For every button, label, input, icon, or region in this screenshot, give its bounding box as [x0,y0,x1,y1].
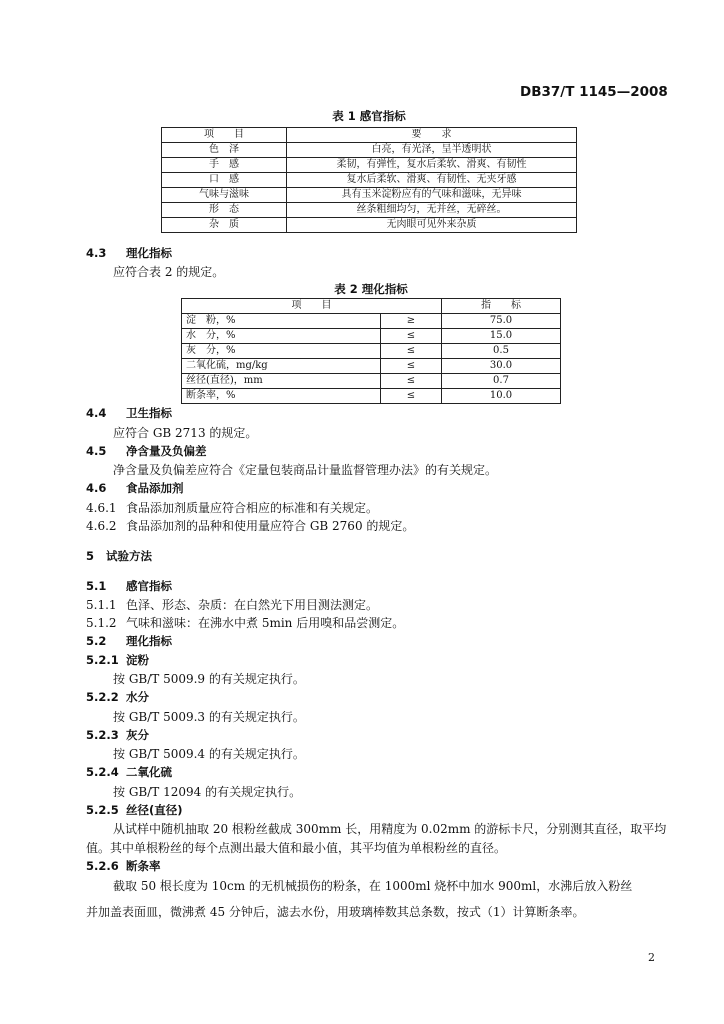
table-cell: ≥ [381,314,442,329]
section-4-3-heading: 4.3 理化指标 [86,246,172,260]
section-4-6-heading: 4.6 食品添加剂 [86,481,184,495]
table-header-cell: 项 目 [182,299,442,314]
sensory-index-table [161,127,577,233]
section-5-2-5-text-line1: 从试样中随机抽取 20 根粉丝截成 300mm 长，用精度为 0.02mm 的游标卡尺，分别测其直径，取平均 [113,822,667,836]
table-cell: 75.0 [442,314,561,329]
table-row [182,314,561,329]
table-cell: 具有玉米淀粉应有的气味和滋味，无异味 [287,188,577,203]
section-4-5-heading: 4.5 净含量及负偏差 [86,444,207,458]
table-cell: 口 感 [162,173,287,188]
table-cell: 复水后柔软、滑爽、有韧性、无夹牙感 [287,173,577,188]
table-row [182,359,561,374]
section-5-2-3-heading: 5.2.3 灰分 [86,728,149,742]
section-5-2-6-text-line1: 截取 50 根长度为 10cm 的无机械损伤的粉条，在 1000ml 烧杯中加水 900ml，水沸后放入粉丝 [113,879,633,893]
section-5-1-1-text: 5.1.1 色泽、形态、杂质：在白然光下用目测法测定。 [86,598,379,612]
table-header-row [182,299,561,314]
table-header-cell: 要 求 [287,128,577,143]
page-number: 2 [648,951,655,964]
table1-caption: 表 1 感官指标 [332,109,406,123]
table-row [182,329,561,344]
table-row [182,344,561,359]
section-5-2-5-text-line2: 值。其中单根粉丝的每个点测出最大值和最小值，其平均值为单根粉丝的直径。 [86,841,507,855]
section-5-heading: 5 试验方法 [86,549,152,563]
table-cell: 断条率，% [182,389,381,404]
table-row [162,143,577,158]
table-cell: 杂 质 [162,218,287,233]
section-5-1-heading: 5.1 感官指标 [86,579,172,593]
section-5-2-6-heading: 5.2.6 断条率 [86,859,161,873]
section-5-2-2-text: 按 GB/T 5009.3 的有关规定执行。 [113,710,305,724]
table-row [162,218,577,233]
table-cell: 无肉眼可见外来杂质 [287,218,577,233]
table-row [162,173,577,188]
table-cell: 15.0 [442,329,561,344]
section-5-2-2-heading: 5.2.2 水分 [86,690,149,704]
table-cell: 形 态 [162,203,287,218]
table-header-cell: 指 标 [442,299,561,314]
section-4-4-heading: 4.4 卫生指标 [86,406,172,420]
table-cell: ≤ [381,329,442,344]
document-code: DB37/T 1145—2008 [520,84,668,100]
table-cell: ≤ [381,359,442,374]
table-cell: ≤ [381,344,442,359]
table-cell: ≤ [381,389,442,404]
table-row [162,203,577,218]
table-cell: 30.0 [442,359,561,374]
section-5-2-1-heading: 5.2.1 淀粉 [86,653,149,667]
section-4-5-text: 净含量及负偏差应符合《定量包装商品计量监督管理办法》的有关规定。 [113,463,498,477]
table-cell: 淀 粉，% [182,314,381,329]
table-row [162,188,577,203]
table-cell: 灰 分，% [182,344,381,359]
table-row [162,158,577,173]
table-cell: 二氧化硫，mg/kg [182,359,381,374]
section-4-4-text: 应符合 GB 2713 的规定。 [113,426,258,440]
section-5-2-heading: 5.2 理化指标 [86,634,172,648]
table-cell: 水 分，% [182,329,381,344]
section-5-1-2-text: 5.1.2 气味和滋味：在沸水中煮 5min 后用嗅和品尝测定。 [86,616,405,630]
table-cell: 10.0 [442,389,561,404]
table-cell: 0.5 [442,344,561,359]
section-5-2-6-text-line2: 并加盖表面皿，微沸煮 45 分钟后，滤去水份，用玻璃棒数其总条数，按式（1）计算断条率。 [86,905,585,919]
physicochemical-index-table [181,298,561,404]
section-5-2-5-heading: 5.2.5 丝径(直径) [86,803,183,817]
table-row [182,389,561,404]
table-cell: 0.7 [442,374,561,389]
section-5-2-4-text: 按 GB/T 12094 的有关规定执行。 [113,785,302,799]
table-header-cell: 项 目 [162,128,287,143]
table-row [182,374,561,389]
section-4-6-1-text: 4.6.1 食品添加剂质量应符合相应的标准和有关规定。 [86,501,379,515]
table-cell: 柔韧，有弹性，复水后柔软、滑爽、有韧性 [287,158,577,173]
table2-caption: 表 2 理化指标 [334,282,408,296]
table-header-row [162,128,577,143]
section-4-3-text: 应符合表 2 的规定。 [113,265,225,279]
table-cell: 手 感 [162,158,287,173]
section-5-2-1-text: 按 GB/T 5009.9 的有关规定执行。 [113,672,305,686]
section-4-6-2-text: 4.6.2 食品添加剂的品种和使用量应符合 GB 2760 的规定。 [86,519,415,533]
table-cell: 气味与滋味 [162,188,287,203]
table-cell: 丝径(直径)，mm [182,374,381,389]
section-5-2-4-heading: 5.2.4 二氧化硫 [86,765,172,779]
table-cell: 丝条粗细均匀，无并丝，无碎丝。 [287,203,577,218]
section-5-2-3-text: 按 GB/T 5009.4 的有关规定执行。 [113,747,305,761]
table-cell: 色 泽 [162,143,287,158]
table-cell: 白亮，有光泽，呈半透明状 [287,143,577,158]
table-cell: ≤ [381,374,442,389]
